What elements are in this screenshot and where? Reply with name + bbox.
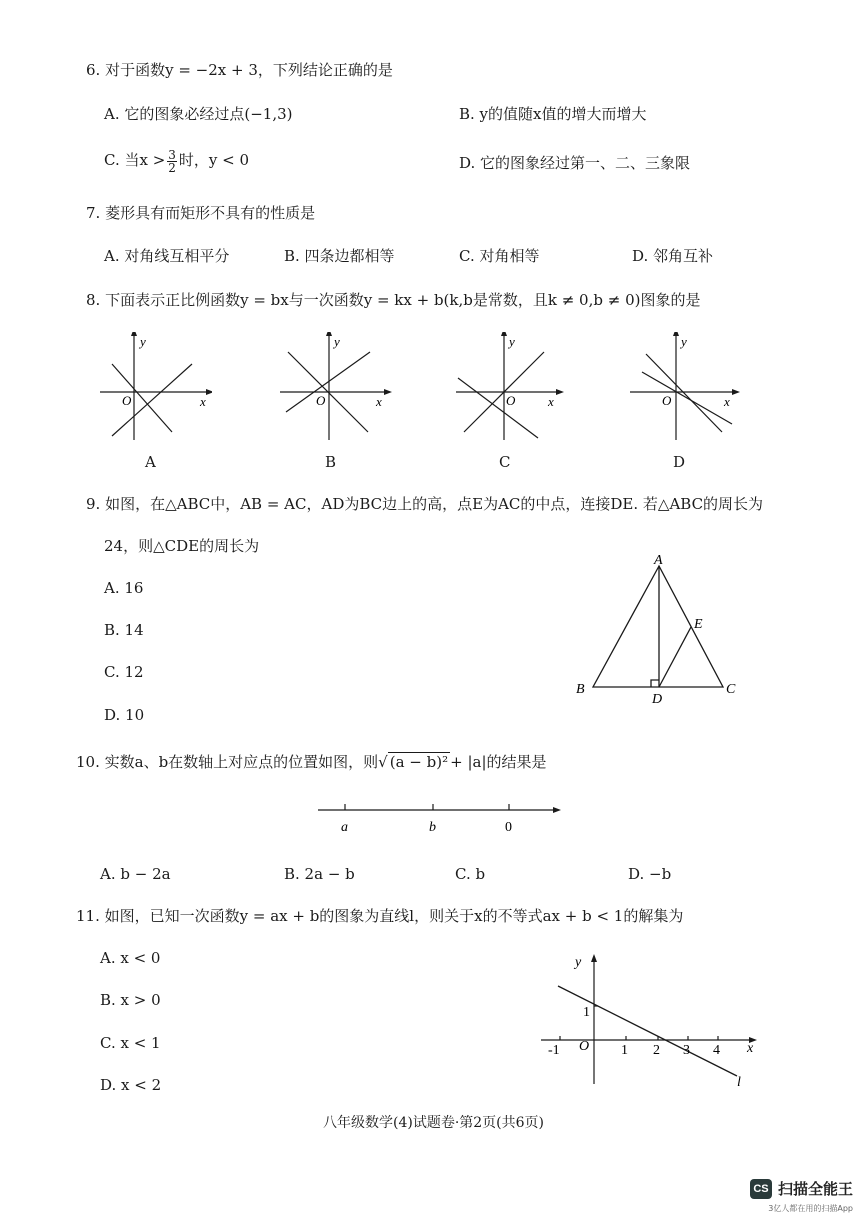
q6-option-d: D. 它的图象经过第一、二、三象限 (459, 154, 691, 172)
x-label: x (747, 1041, 754, 1056)
linear-line (642, 372, 732, 424)
q8-label-a: A (145, 453, 156, 471)
q10-stem-post: + |a|的结果是 (450, 753, 547, 771)
line-l-label: l (737, 1075, 741, 1090)
origin-label: O (316, 393, 326, 408)
q8-stem: 8. 下面表示正比例函数y = bx与一次函数y = kx + b(k,b是常数，且k ≠ 0,b ≠ 0)图象的是 (86, 291, 701, 309)
x-tick-label-1: 1 (621, 1043, 628, 1058)
label-zero: 0 (505, 820, 512, 835)
q9-option-b: B. 14 (104, 621, 144, 639)
q11-stem: 11. 如图，已知一次函数y = ax + b的图象为直线l，则关于x的不等式ax + b < 1的解集为 (76, 907, 684, 925)
label-b: b (429, 820, 436, 835)
watermark-name: 扫描全能王 (777, 1180, 853, 1198)
q8-label-d: D (673, 453, 686, 471)
y-label: y (575, 955, 582, 970)
point-a-label: A (654, 553, 663, 568)
q6-option-c (104, 145, 249, 175)
sqrt-icon: √ (378, 753, 388, 771)
q7-option-a: A. 对角线互相平分 (104, 247, 230, 265)
q6-option-a: A. 它的图象必经过点(−1,3) (104, 105, 293, 123)
x-arrow-icon (206, 389, 212, 395)
x-label: x (548, 394, 554, 409)
point-c-label: C (726, 682, 736, 697)
right-angle-mark (651, 680, 659, 687)
x-label: x (724, 394, 730, 409)
q9-option-a: A. 16 (104, 579, 144, 597)
origin-label: O (506, 393, 516, 408)
q11-option-a: A. x < 0 (100, 949, 161, 967)
x-label: x (376, 394, 382, 409)
y-arrow-icon (673, 332, 679, 336)
q10-stem (76, 752, 547, 772)
y-label: y (509, 334, 515, 349)
y-arrow-icon (591, 954, 597, 962)
q8-label-b: B (325, 453, 337, 471)
q9-option-d: D. 10 (104, 706, 145, 724)
watermark-tagline: 3亿人都在用的扫描App (768, 1204, 853, 1213)
q9-option-c: C. 12 (104, 663, 144, 681)
x-arrow-icon (556, 389, 564, 395)
q10-option-a: A. b − 2a (100, 865, 171, 883)
q6-fraction (167, 149, 177, 174)
origin-label: O (662, 393, 672, 408)
y-arrow-icon (501, 332, 507, 336)
q6-fraction-num: 3 (168, 147, 176, 162)
q10-option-c: C. b (455, 865, 486, 883)
q6-option-c-pre: C. 当x > (104, 151, 166, 169)
x-arrow-icon (384, 389, 392, 395)
y-arrow-icon (326, 332, 332, 336)
q11-option-c: C. x < 1 (100, 1034, 161, 1052)
q9-triangle-figure (570, 550, 750, 710)
q11-option-d: D. x < 2 (100, 1076, 162, 1094)
x-tick-label-3: 3 (683, 1043, 690, 1058)
q9-stem-line2: 24，则△CDE的周长为 (104, 537, 260, 555)
x-label: x (200, 394, 206, 409)
q6-option-b: B. y的值随x值的增大而增大 (459, 105, 647, 123)
x-tick-label-neg1: -1 (548, 1043, 560, 1058)
y-label: y (140, 334, 146, 349)
point-b-label: B (576, 682, 585, 697)
y-tick-label: 1 (583, 1005, 590, 1020)
y-label: y (334, 334, 340, 349)
y-arrow-icon (131, 332, 137, 336)
q10-radicand: (a − b)² (389, 753, 449, 771)
line-l (558, 986, 737, 1076)
proportional-line (646, 354, 722, 432)
q8-graph-c (448, 332, 568, 442)
q7-option-d: D. 邻角互补 (632, 247, 714, 265)
q7-stem: 7. 菱形具有而矩形不具有的性质是 (86, 204, 316, 222)
segment-de (659, 627, 691, 687)
q8-graph-b (272, 332, 392, 442)
q9-stem-line1: 9. 如图，在△ABC中，AB = AC，AD为BC边上的高，点E为AC的中点，连接DE. 若△ABC的周长为 (86, 495, 764, 513)
q7-option-c: C. 对角相等 (459, 247, 540, 265)
q10-stem-pre: 10. 实数a、b在数轴上对应点的位置如图，则 (76, 753, 379, 771)
q6-option-c-post: 时，y < 0 (178, 151, 250, 169)
q10-option-d: D. −b (628, 865, 672, 883)
q11-linear-graph (535, 950, 765, 1090)
linear-line (458, 378, 538, 438)
q11-option-b: B. x > 0 (100, 991, 161, 1009)
q10-number-line (315, 798, 565, 838)
origin-label: O (579, 1039, 590, 1054)
scanner-watermark (750, 1178, 853, 1214)
q10-option-b: B. 2a − b (284, 865, 355, 883)
proportional-line (286, 352, 370, 412)
q7-option-b: B. 四条边都相等 (284, 247, 395, 265)
label-a: a (341, 820, 348, 835)
x-tick-label-2: 2 (653, 1043, 660, 1058)
page-footer: 八年级数学(4)试题卷·第2页(共6页) (322, 1115, 545, 1131)
linear-line (112, 364, 172, 432)
arrow-right-icon (553, 807, 561, 813)
point-d-label: D (652, 692, 663, 707)
q6-stem: 6. 对于函数y = −2x + 3，下列结论正确的是 (86, 61, 393, 79)
q8-label-c: C (499, 453, 511, 471)
q6-fraction-den: 2 (168, 160, 176, 175)
origin-label: O (122, 393, 132, 408)
camscanner-logo-icon: CS (750, 1179, 772, 1199)
q8-graph-d (624, 332, 744, 442)
q8-graph-a (92, 332, 212, 442)
y-label: y (681, 334, 687, 349)
x-arrow-icon (732, 389, 740, 395)
x-tick-label-4: 4 (713, 1043, 720, 1058)
triangle-abc (593, 566, 723, 687)
point-e-label: E (694, 617, 703, 632)
